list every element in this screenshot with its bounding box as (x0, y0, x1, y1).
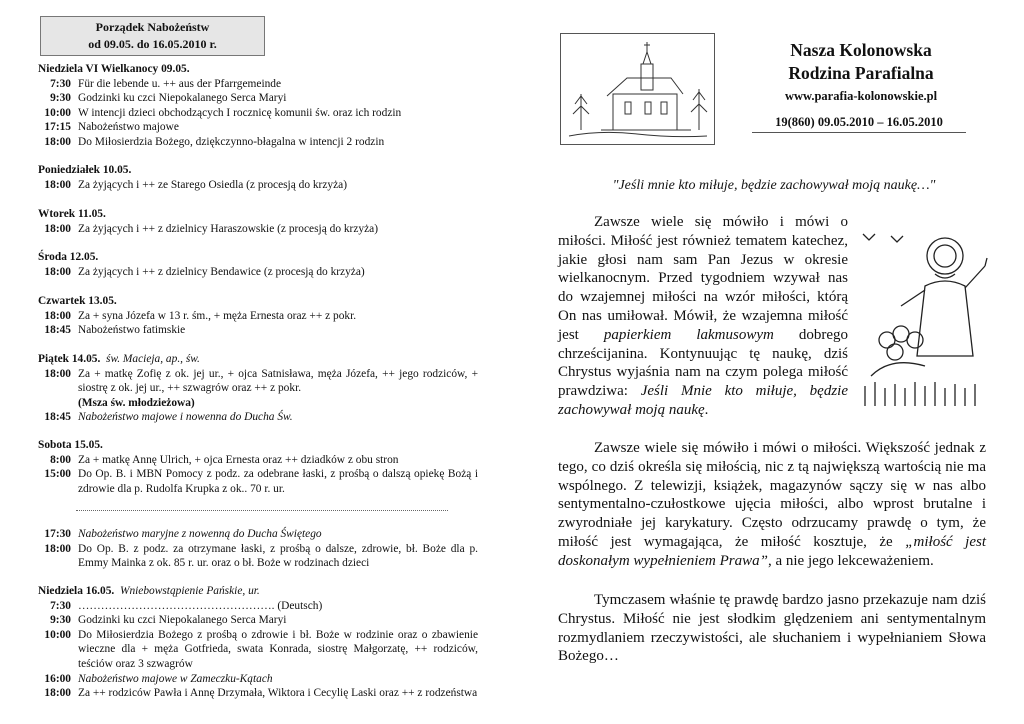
service-row (38, 599, 478, 614)
feast-name: Wniebowstąpienie Pańskie, ur. (119, 585, 260, 597)
p2-text-a: Zawsze wiele się mówiło i mówi o miłości. Większość jednak z tego, co dziś określa się miłością, nic z tą największą wartością nie ma wspólnego. Z telewizji, książek, magazynów sączy się w nas albo sentymentalno-czułostkowe ujęcia miłości, albo wprost brutalne i zwyrodniałe jej karykatury. Często odrzucamy prawdę o tym, że miłość jest wymagająca, że miłość kosztuje, że (558, 440, 986, 550)
service-time: 9:30 (50, 92, 71, 105)
website-link[interactable]: www.parafia-kolonowskie.pl (784, 89, 938, 103)
service-desc-block (78, 367, 478, 411)
service-desc: Nabożeństwo majowe i nowenna do Ducha Św. (78, 411, 293, 424)
day-title: Piątek 14.05. (38, 353, 101, 365)
service-desc: Za + matkę Zofię z ok. jej ur., + ojca Satnisława, męża Józefa, ++ jego rodziców, + siostrę z ok. jej ur., ++ szwagrów oraz ++ z pokr. (78, 367, 478, 395)
service-time: 7:30 (50, 599, 71, 612)
issue-number: 19(860) 09.05.2010 – 16.05.2010 (752, 115, 966, 133)
p1-italic: papierkiem lakmusowym (603, 326, 774, 343)
schedule-title: Porządek Nabożeństw (95, 20, 210, 34)
service-desc: Za żyjących i ++ z dzielnicy Bendawice (z procesją do krzyża) (78, 265, 365, 278)
p3-text: Tymczasem właśnie tę prawdę bardzo jasno przekazuje nam dziś Chrystus. Miłość nie jest słodkim ględzeniem ani sentymentalnym rozmydlaniem rzeczywistości, ale słuchaniem i wypełnianiem Słowa Bożego… (558, 592, 986, 665)
day-title: Niedziela 16.05. (38, 585, 115, 597)
bulletin-title-line2: Rodzina Parafialna (788, 63, 934, 83)
day-tuesday (38, 207, 478, 236)
service-row (38, 527, 478, 542)
day-friday (38, 352, 478, 425)
service-time: 15:00 (44, 468, 71, 481)
p1-italic-2: Jeśli Mnie kto miłuje, będzie zachowywał moją naukę (558, 383, 848, 418)
service-desc: Godzinki ku czci Niepokalanego Serca Maryi (78, 92, 287, 105)
service-row (38, 628, 478, 672)
service-row (38, 467, 478, 496)
p1-text-c: . (704, 401, 709, 418)
service-desc: W intencji dzieci obchodzących I rocznicę komunii św. oraz ich rodzin (78, 106, 402, 119)
dotted-divider (76, 510, 448, 511)
service-desc: Nabożeństwo fatimskie (78, 324, 186, 337)
service-time: 8:00 (50, 453, 71, 466)
service-desc: Za żyjących i ++ z dzielnicy Haraszowskie (z procesją do krzyża) (78, 222, 378, 235)
service-desc: Nabożeństwo majowe (78, 121, 179, 134)
service-desc: Do Miłosierdzia Bożego, dziękczynno-błagalna w intencji 2 rodzin (78, 135, 385, 148)
day-monday (38, 163, 478, 192)
service-time: 18:00 (44, 367, 71, 380)
paragraph-1 (558, 213, 848, 420)
bulletin-column (556, 0, 988, 724)
service-desc: Za + matkę Annę Ulrich, + ojca Ernesta oraz ++ dziadków z obu stron (78, 453, 399, 466)
day-title-row (38, 352, 478, 367)
service-time: 18:45 (44, 411, 71, 424)
day-title: Czwartek 13.05. (38, 295, 117, 307)
service-time: 18:00 (44, 178, 71, 191)
service-time: 17:15 (44, 121, 71, 134)
service-desc: Do Op. B. i MBN Pomocy z podz. za odebrane łaski, z prośbą o dalszą opiekę Bożą i zdrowie dla p. Rudolfa Krupka z ok.. 70 r. ur. (78, 468, 478, 495)
service-row (38, 453, 478, 468)
service-desc: Nabożeństwo majowe w Zameczku-Kątach (78, 672, 273, 685)
day-title: Wtorek 11.05. (38, 208, 106, 220)
p1-text-b: dobrego chrześcijanina. Kontynuując tę naukę, dziś Chrystus wyjaśnia nam na czym polega miłość prawdziwa: (558, 326, 848, 400)
service-desc: Nabożeństwo maryjne z nowenną do Ducha Świętego (78, 528, 322, 540)
schedule-column (38, 0, 478, 724)
service-row (38, 120, 478, 135)
day-title: Sobota 15.05. (38, 439, 103, 451)
service-desc: Za żyjących i ++ ze Starego Osiedla (z procesją do krzyża) (78, 178, 348, 191)
day-sunday-1605 (38, 584, 478, 701)
service-time: 9:30 (50, 614, 71, 627)
service-time: 18:00 (44, 309, 71, 322)
service-row (38, 613, 478, 628)
service-row (38, 91, 478, 106)
service-desc: Za ++ rodziców Pawła i Annę Drzymała, Wiktora i Cecylię Laski oraz ++ z rodzeństwa (78, 687, 478, 700)
service-time: 7:30 (50, 77, 71, 90)
service-row (38, 323, 478, 338)
day-sunday-0905 (38, 62, 478, 150)
service-time: 17:30 (44, 528, 71, 540)
p1-text-a: Zawsze wiele się mówiło i mówi o miłości. Miłość jest również tematem katechez, jakie głosi nam sam Pan Jezus w okresie wielkanocnym. Przed tygodniem wzywał nas do wzajemnej miłości na wzór miłości, którą On nas umiłował. Mówił, że wzajemna miłość jest (558, 214, 848, 343)
service-note: (Msza św. młodzieżowa) (78, 396, 195, 409)
day-title: Niedziela VI Wielkanocy 09.05. (38, 63, 190, 75)
p2-italic: „miłość jest doskonałym wypełnieniem Prawa” (558, 533, 986, 569)
schedule-header (40, 16, 265, 56)
service-row (38, 106, 478, 121)
day-title-row (38, 584, 478, 599)
day-saturday (38, 438, 478, 496)
service-row (38, 222, 478, 237)
day-title: Poniedziałek 10.05. (38, 164, 132, 176)
paragraph-3 (558, 591, 986, 666)
gospel-quote: "Jeśli mnie kto miłuje, będzie zachowywał moją naukę…" (612, 178, 936, 193)
service-desc: Do Miłosierdzia Bożego z prośbą o zdrowie i bł. Boże w rodzinie oraz o zbawienie wieczne dla + męża Gotfrieda, swata Konrada, siostrę Małgorzatę, ++ rodziców, teściów oraz 3 szwagrów (78, 628, 478, 670)
service-row (38, 135, 478, 150)
day-wednesday (38, 250, 478, 279)
service-time: 16:00 (44, 672, 71, 685)
service-time: 18:00 (44, 265, 71, 278)
service-row (38, 77, 478, 92)
church-illustration (560, 33, 715, 145)
service-row (38, 265, 478, 280)
service-time: 18:00 (44, 135, 71, 148)
service-time: 18:00 (44, 222, 71, 235)
service-row (38, 367, 478, 411)
service-desc: Do Op. B. z podz. za otrzymane łaski, z prośbą o dalsze, zdrowie, bł. Boże dla p. Emmy Mainka z ok. 85 r. ur. oraz o bł. Boże w rodzinach dzieci (78, 542, 478, 570)
service-time: 18:45 (44, 324, 71, 337)
schedule-dates: od 09.05. do 16.05.2010 r. (88, 37, 217, 51)
jesus-illustration (861, 226, 989, 412)
day-title: Środa 12.05. (38, 251, 99, 263)
service-row (38, 309, 478, 324)
day-saturday-evening (38, 527, 478, 571)
service-desc: Za + syna Józefa w 13 r. śm., + męża Ernesta oraz ++ z pokr. (78, 309, 357, 322)
paragraph-2 (558, 439, 986, 571)
service-row (38, 410, 478, 425)
service-desc: Godzinki ku czci Niepokalanego Serca Maryi (78, 614, 287, 627)
service-row (38, 672, 478, 687)
service-row (38, 542, 478, 571)
bulletin-title-line1: Nasza Kolonowska (790, 40, 932, 60)
service-row (38, 686, 478, 701)
day-thursday (38, 294, 478, 338)
service-time: 10:00 (44, 106, 71, 119)
feast-name: św. Macieja, ap., św. (106, 353, 200, 365)
service-time: 18:00 (44, 687, 71, 700)
service-desc: Für die lebende u. ++ aus der Pfarrgemeinde (78, 77, 282, 90)
service-row (38, 178, 478, 193)
service-desc: ……………………………………………. (Deutsch) (78, 599, 323, 612)
service-time: 10:00 (44, 628, 71, 641)
church-drawing (561, 34, 714, 144)
p2-text-b: , a nie jego lekceważeniem. (767, 552, 934, 569)
service-time: 18:00 (44, 542, 71, 555)
